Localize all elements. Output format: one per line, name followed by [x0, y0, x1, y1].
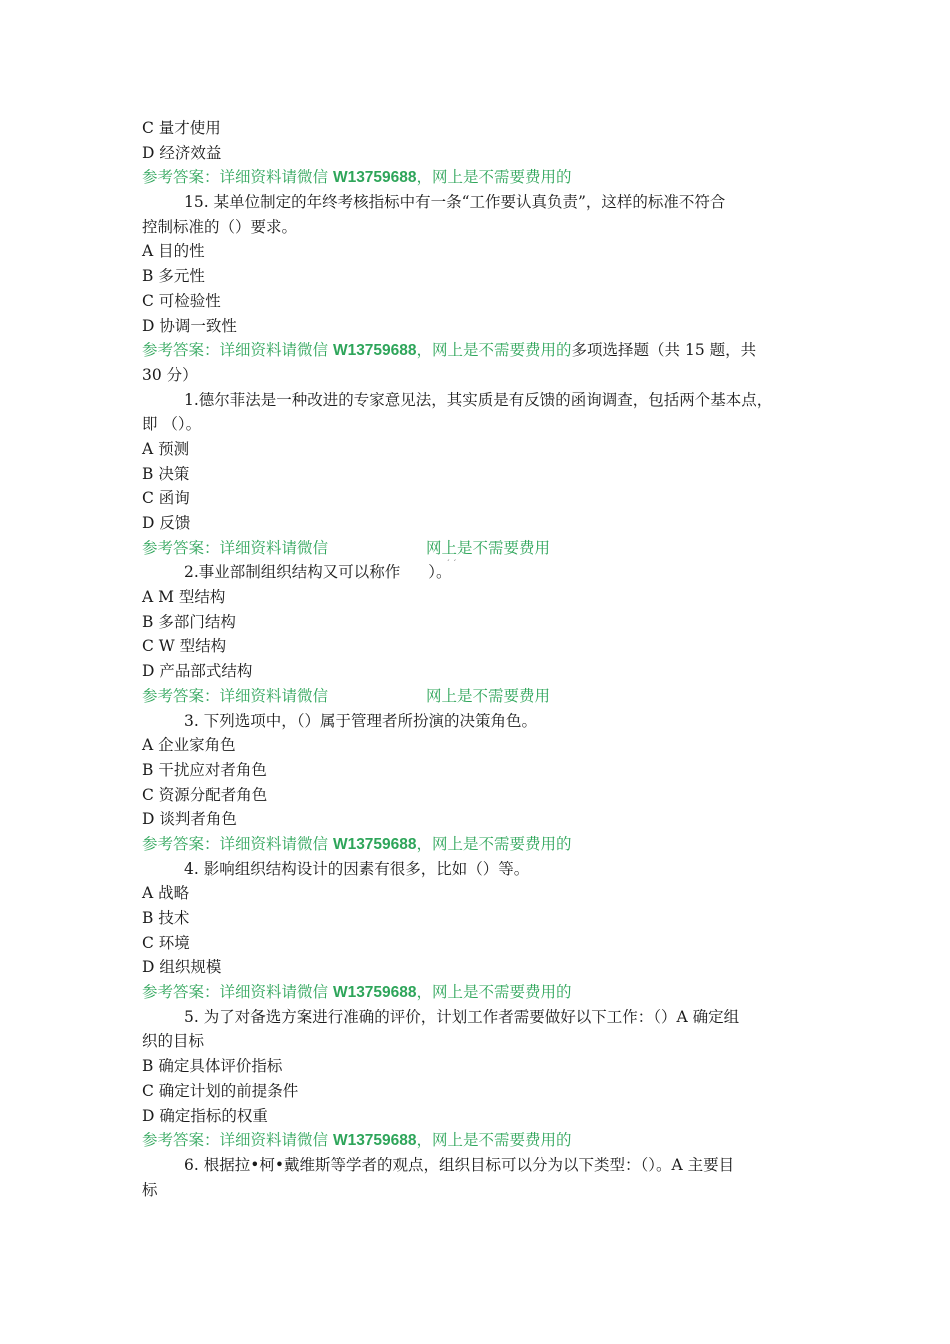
option-d: D 组织规模 [142, 958, 222, 977]
question-6-cont: 标 [142, 1180, 158, 1199]
option-d: D 协调一致性 [142, 316, 237, 335]
answer-line: 参考答案：详细资料请微信 网上是不需要费用 [142, 686, 551, 705]
option-c: C 函询 [142, 489, 190, 508]
option-b: B 干扰应对者角色 [142, 760, 267, 779]
question-4: 4. 影响组织结构设计的因素有很多，比如（）等。 [184, 859, 530, 878]
option-b: B 多部门结构 [142, 612, 236, 631]
option-c: C 可检验性 [142, 291, 221, 310]
option-d: D 产品部式结构 [142, 662, 253, 681]
document-page [142, 116, 822, 1202]
option-a: A M 型结构 [142, 588, 226, 607]
option-b: B 多元性 [142, 267, 205, 286]
answer-line: 参考答案：详细资料请微信 W13759688，网上是不需要费用的 [142, 168, 572, 187]
stray-mark: ´ ´ [446, 559, 457, 569]
section-heading-cont: 30 分） [142, 365, 198, 384]
option-b: B 确定具体评价指标 [142, 1057, 283, 1076]
option-a: A 目的性 [142, 242, 205, 261]
section-heading: 多项选择题（共 15 题，共 [571, 341, 757, 360]
option-c: C W 型结构 [142, 637, 227, 656]
option-d: D 谈判者角色 [142, 810, 237, 829]
option-c: C 确定计划的前提条件 [142, 1081, 299, 1100]
question-1-cont: 即 （）。 [142, 415, 202, 434]
answer-line: 参考答案：详细资料请微信 W13759688，网上是不需要费用的 [142, 1131, 572, 1150]
question-2: 2.事业部制组织结构又可以称作 ）。 ´ ´ [142, 560, 822, 585]
answer-line: 参考答案：详细资料请微信 网上是不需要费用 [142, 538, 551, 557]
answer-line-with-section: 参考答案：详细资料请微信 W13759688，网上是不需要费用的多项选择题（共 15 题，共 [142, 341, 757, 360]
option-a: A 企业家角色 [142, 736, 236, 755]
option-c: C 量才使用 [142, 119, 221, 137]
question-3: 3. 下列选项中，（）属于管理者所扮演的决策角色。 [184, 711, 537, 730]
question-5: 5. 为了对备选方案进行准确的评价，计划工作者需要做好以下工作：（）A 确定组 [184, 1007, 740, 1026]
answer-line: 参考答案：详细资料请微信 W13759688，网上是不需要费用的 [142, 834, 572, 853]
option-c: C 环境 [142, 933, 190, 952]
question-15-cont: 控制标准的（）要求。 [142, 217, 298, 236]
option-d: D 确定指标的权重 [142, 1106, 268, 1125]
question-6: 6. 根据拉•柯•戴维斯等学者的观点，组织目标可以分为以下类型：（）。A 主要目 [184, 1155, 735, 1174]
option-a: A 预测 [142, 439, 190, 458]
answer-line: 参考答案：详细资料请微信 W13759688，网上是不需要费用的 [142, 983, 572, 1002]
option-d: D 反馈 [142, 514, 191, 532]
option-a: A 战略 [142, 884, 190, 903]
option-d: D 经济效益 [142, 143, 222, 162]
option-b: B 决策 [142, 464, 190, 483]
question-5-cont: 织的目标 [142, 1032, 205, 1051]
question-15: 15. 某单位制定的年终考核指标中有一条“工作要认真负责”，这样的标准不符合 [184, 193, 726, 212]
question-1: 1.德尔菲法是一种改进的专家意见法，其实质是有反馈的函询调查，包括两个基本点， [184, 390, 773, 409]
option-b: B 技术 [142, 909, 190, 927]
option-c: C 资源分配者角色 [142, 785, 268, 804]
